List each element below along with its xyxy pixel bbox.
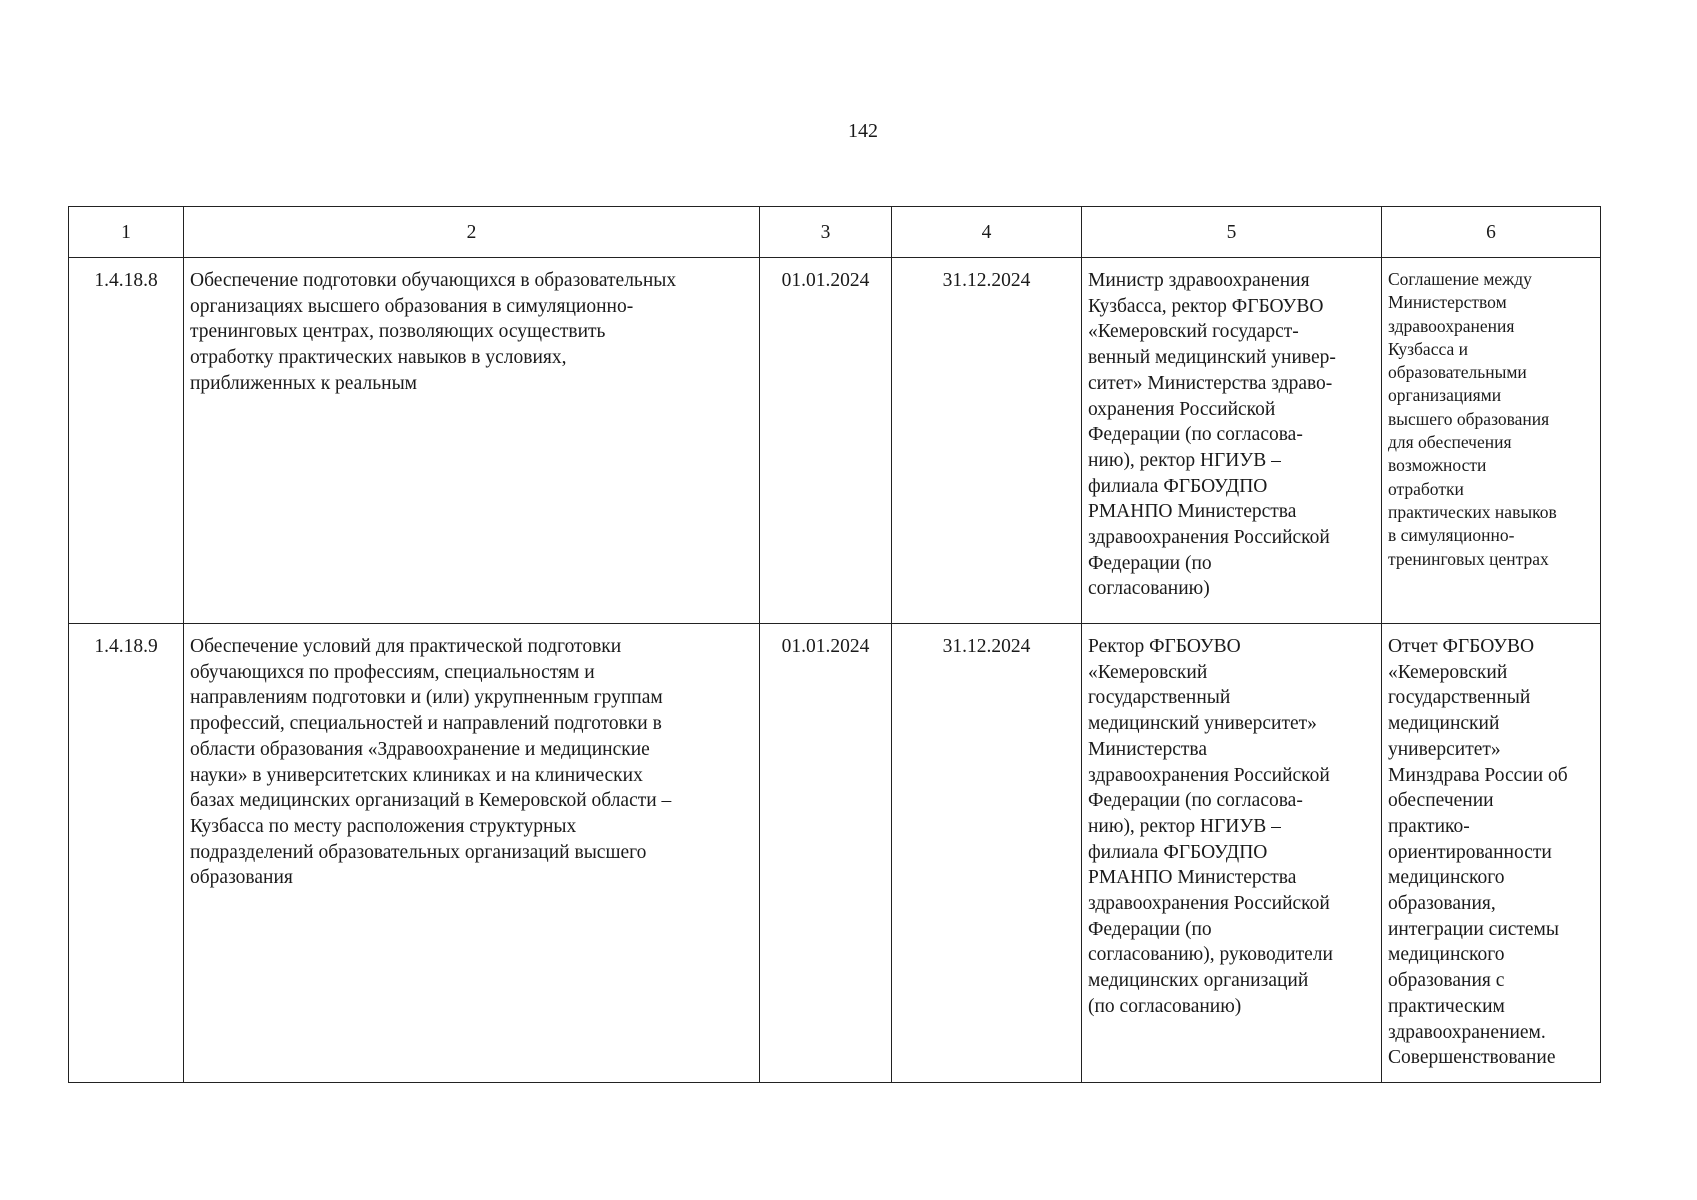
responsible-line: Министерства bbox=[1088, 738, 1208, 760]
description-line: Кузбасса по месту расположения структурных bbox=[190, 815, 577, 837]
responsible-line: здравоохранения Российской bbox=[1088, 527, 1330, 549]
header-cell-3: 3 bbox=[760, 207, 892, 258]
result-line: интеграции системы bbox=[1388, 918, 1559, 940]
result-line: высшего образования bbox=[1388, 408, 1550, 429]
description-line: подразделений образовательных организаций высшего bbox=[190, 841, 647, 863]
responsible-line: венный медицинский универ- bbox=[1088, 347, 1336, 369]
header-cell-6: 6 bbox=[1382, 207, 1601, 258]
description-line: обучающихся по профессиям, специальностям и bbox=[190, 661, 595, 683]
description-line: Обеспечение условий для практической подготовки bbox=[190, 636, 622, 657]
table-row bbox=[69, 258, 1601, 624]
responsible-line: согласованию), руководители bbox=[1088, 944, 1333, 966]
responsible-line: нию), ректор НГИУВ – bbox=[1088, 449, 1281, 471]
responsible-line: медицинский университет» bbox=[1088, 713, 1317, 735]
responsible-line: здравоохранения Российской bbox=[1088, 893, 1330, 915]
header-cell-1: 1 bbox=[69, 207, 184, 258]
result-line: «Кемеровский bbox=[1388, 661, 1508, 683]
responsible-line: филиала ФГБОУДПО bbox=[1088, 841, 1268, 863]
responsible-line: нию), ректор НГИУВ – bbox=[1088, 815, 1281, 837]
row-start-date: 01.01.2024 bbox=[760, 624, 892, 1083]
result-line: Отчет ФГБОУВО bbox=[1388, 636, 1535, 657]
header-cell-2: 2 bbox=[184, 207, 760, 258]
result-line: здравоохранения bbox=[1388, 315, 1515, 336]
result-line: ориентированности bbox=[1388, 841, 1552, 863]
row-number: 1.4.18.8 bbox=[69, 258, 184, 624]
responsible-line: РМАНПО Министерства bbox=[1088, 501, 1297, 523]
responsible-line: Федерации (по bbox=[1088, 552, 1212, 574]
result-line: практических навыков bbox=[1388, 501, 1557, 522]
result-line: практическим bbox=[1388, 995, 1505, 1017]
row-end-date: 31.12.2024 bbox=[892, 258, 1082, 624]
result-line: Минздрава России об bbox=[1388, 764, 1568, 786]
result-line: здравоохранением. bbox=[1388, 1021, 1546, 1043]
description-line: отработку практических навыков в условиях, bbox=[190, 347, 567, 369]
row-end-date: 31.12.2024 bbox=[892, 624, 1082, 1083]
page-number: 142 bbox=[848, 120, 878, 142]
row-responsible bbox=[1082, 624, 1382, 1083]
description-line: области образования «Здравоохранение и медицинские bbox=[190, 738, 650, 760]
responsible-line: (по согласованию) bbox=[1088, 995, 1242, 1017]
description-line: приближенных к реальным bbox=[190, 372, 418, 394]
responsible-line: Министр здравоохранения bbox=[1088, 270, 1310, 291]
result-line: организациями bbox=[1388, 385, 1502, 406]
responsible-line: РМАНПО Министерства bbox=[1088, 867, 1297, 889]
responsible-line: «Кемеровский государст- bbox=[1088, 321, 1299, 343]
header-cell-5: 5 bbox=[1082, 207, 1382, 258]
result-line: в симуляционно- bbox=[1388, 525, 1515, 546]
result-line: Кузбасса и bbox=[1388, 338, 1468, 359]
responsible-line: Ректор ФГБОУВО bbox=[1088, 636, 1241, 657]
responsible-line: медицинских организаций bbox=[1088, 970, 1309, 992]
result-line: тренинговых центрах bbox=[1388, 548, 1549, 569]
responsible-line: государственный bbox=[1088, 687, 1231, 709]
result-line: Министерством bbox=[1388, 292, 1507, 313]
description-line: Обеспечение подготовки обучающихся в образовательных bbox=[190, 270, 677, 291]
responsible-line: филиала ФГБОУДПО bbox=[1088, 475, 1268, 497]
result-line: медицинского bbox=[1388, 867, 1505, 889]
result-line: обеспечении bbox=[1388, 790, 1494, 812]
header-cell-4: 4 bbox=[892, 207, 1082, 258]
result-line: университет» bbox=[1388, 738, 1501, 760]
result-line: образовательными bbox=[1388, 362, 1527, 383]
responsible-line: Федерации (по согласова- bbox=[1088, 790, 1303, 812]
result-line: Совершенствование bbox=[1388, 1047, 1556, 1069]
result-line: образования, bbox=[1388, 893, 1496, 915]
description-line: базах медицинских организаций в Кемеровской области – bbox=[190, 790, 672, 812]
responsible-line: Кузбасса, ректор ФГБОУВО bbox=[1088, 295, 1324, 317]
table-row bbox=[69, 624, 1601, 1083]
description-line: образования bbox=[190, 867, 293, 889]
responsible-line: Федерации (по bbox=[1088, 918, 1212, 940]
result-line: Соглашение между bbox=[1388, 269, 1532, 289]
row-result bbox=[1382, 624, 1601, 1083]
responsible-line: ситет» Министерства здраво- bbox=[1088, 372, 1333, 394]
responsible-line: Федерации (по согласова- bbox=[1088, 424, 1303, 446]
plan-table bbox=[68, 206, 1601, 1083]
description-line: профессий, специальностей и направлений подготовки в bbox=[190, 713, 662, 735]
row-result bbox=[1382, 258, 1601, 624]
responsible-line: согласованию) bbox=[1088, 578, 1210, 600]
result-line: возможности bbox=[1388, 455, 1487, 476]
row-responsible bbox=[1082, 258, 1382, 624]
result-line: практико- bbox=[1388, 815, 1470, 837]
description-line: направлениям подготовки и (или) укрупненным группам bbox=[190, 687, 663, 709]
row-start-date: 01.01.2024 bbox=[760, 258, 892, 624]
description-line: организациях высшего образования в симуляционно- bbox=[190, 295, 634, 317]
responsible-line: здравоохранения Российской bbox=[1088, 764, 1330, 786]
responsible-line: охранения Российской bbox=[1088, 398, 1276, 420]
row-number: 1.4.18.9 bbox=[69, 624, 184, 1083]
result-line: отработки bbox=[1388, 478, 1464, 499]
result-line: медицинского bbox=[1388, 944, 1505, 966]
row-description bbox=[184, 624, 760, 1083]
result-line: для обеспечения bbox=[1388, 432, 1512, 453]
table-header-row bbox=[69, 207, 1601, 258]
result-line: медицинский bbox=[1388, 713, 1500, 735]
result-line: образования с bbox=[1388, 970, 1505, 992]
result-line: государственный bbox=[1388, 687, 1531, 709]
row-description bbox=[184, 258, 760, 624]
description-line: науки» в университетских клиниках и на клинических bbox=[190, 764, 643, 786]
description-line: тренинговых центрах, позволяющих осуществить bbox=[190, 321, 606, 343]
responsible-line: «Кемеровский bbox=[1088, 661, 1208, 683]
